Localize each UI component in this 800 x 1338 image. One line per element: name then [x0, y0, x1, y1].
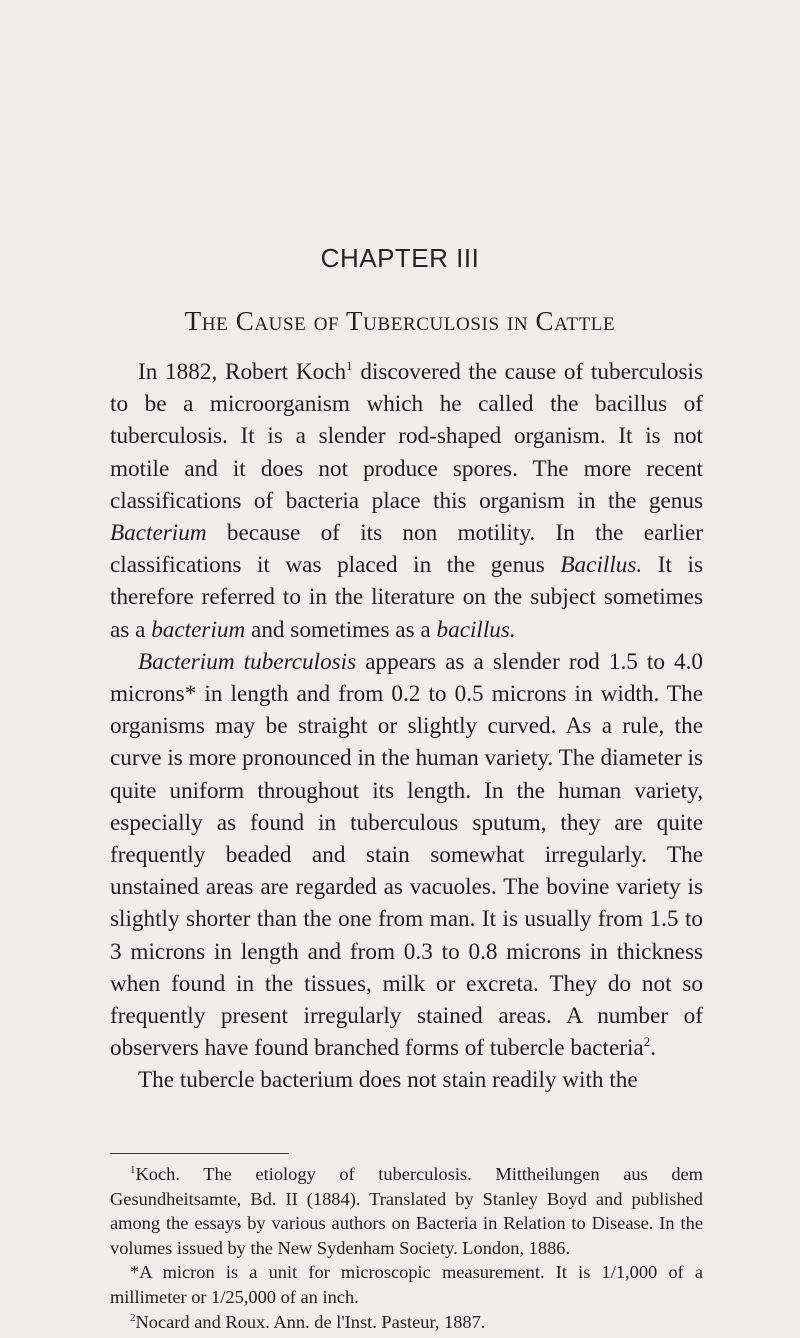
footnote-marker: 1 [130, 1164, 136, 1176]
italic-term: Bacterium [110, 520, 207, 547]
paragraph-text: . [650, 1035, 657, 1062]
body-text [110, 356, 703, 1097]
chapter-heading: CHAPTER III [320, 243, 480, 273]
paragraph-text: discovered the cause of tuberculosis to be a microorganism which he called the bacillus of tuberculosis. It is a slender rod-shaped organism. It is not motile and it does not produce spores. The more recent classifications of bacteria place this organism in the genus [110, 359, 703, 514]
paragraph [110, 356, 703, 646]
paragraph-text: In 1882, Robert Koch [138, 359, 347, 385]
footnote-marker: 2 [130, 1311, 136, 1324]
footnote-divider [110, 1153, 289, 1154]
footnotes [110, 1162, 703, 1334]
footnote [110, 1162, 703, 1260]
paragraph-text: The tubercle bacterium does not stain readily with the [138, 1067, 638, 1094]
paragraph [110, 1064, 703, 1096]
chapter-title: The Cause of Tuberculosis in Cattle [184, 306, 616, 336]
footnote-text: Koch. The etiology of tuberculosis. Mittheilungen aus dem Gesundheitsamte, Bd. II (1884). Translated by Stanley Boyd and published among the essays by various authors on Bacteria in Relation to Disease. In the volumes issued by the New Sydenham Society. London, 1886. [110, 1164, 703, 1258]
paragraph-text: and sometimes as a [245, 616, 437, 643]
footnote [110, 1310, 703, 1335]
italic-term: Bacillus. [560, 552, 643, 579]
paragraph-text: appears as a slender rod 1.5 to 4.0 microns* in length and from 0.2 to 0.5 microns in width. The organisms may be straight or slightly curved. As a rule, the curve is more pronounced in the human variety. The diameter is quite uniform throughout its length. In the human variety, especially as found in tuberculous sputum, they are quite frequently beaded and stain somewhat irregularly. The unstained areas are regarded as vacuoles. The bovine variety is slightly shorter than the one from man. It is usually from 1.5 to 3 microns in length and from 0.3 to 0.8 microns in thickness when found in the tissues, milk or excreta. They do not so frequently present irregularly stained areas. A number of observers have found branched forms of tubercle bacteria [110, 648, 703, 1062]
paragraph [110, 646, 703, 1065]
footnote-ref-1: 1 [346, 358, 353, 373]
paragraph-text: because of its non motility. In the earlier classifications it was placed in the genus [110, 520, 703, 579]
italic-term: bacillus. [436, 616, 516, 643]
footnote-text: Nocard and Roux. Ann. de l'Inst. Pasteur, 1887. [135, 1311, 486, 1332]
footnote-text: *A micron is a unit for microscopic measurement. It is 1/1,000 of a millimeter or 1/25,000 of an inch. [110, 1262, 703, 1307]
paragraph-text: It is therefore referred to in the literature on the subject sometimes as a [110, 552, 703, 643]
footnote-ref-2: 2 [643, 1034, 651, 1050]
italic-term: bacterium [151, 616, 246, 643]
italic-term: Bacterium tuberculosis [138, 648, 357, 675]
footnote [110, 1260, 703, 1309]
